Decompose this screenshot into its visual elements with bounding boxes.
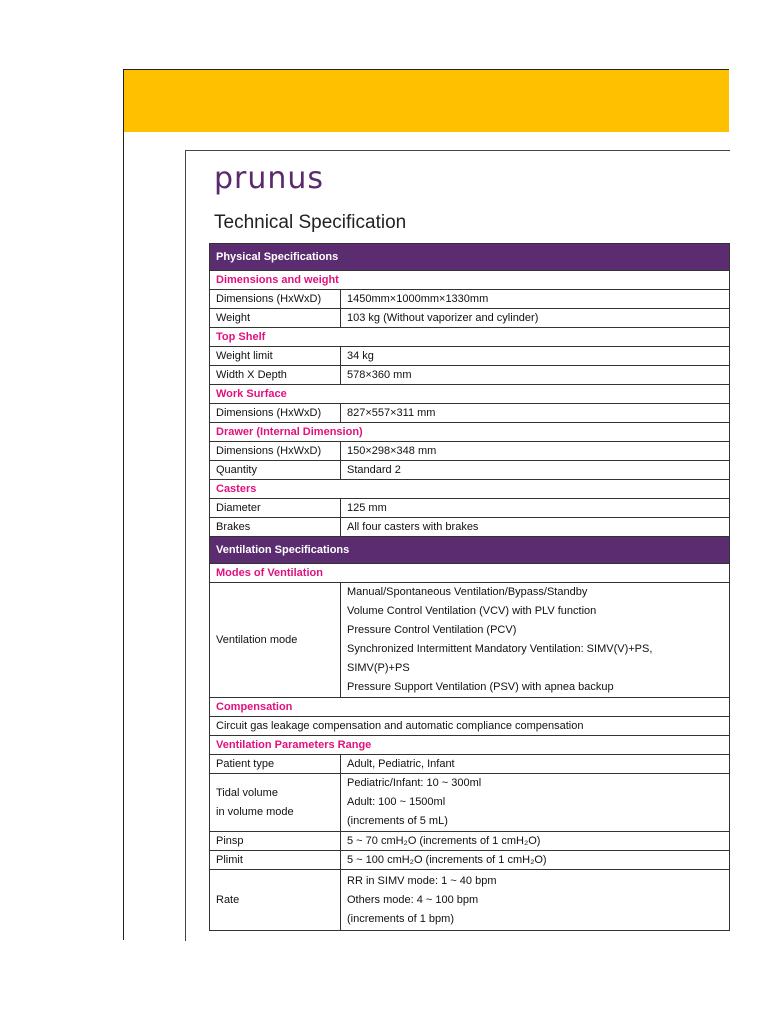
mode-line: Synchronized Intermittent Mandatory Ventilation: SIMV(V)+PS,	[347, 643, 653, 655]
spec-value: 103 kg (Without vaporizer and cylinder)	[341, 309, 730, 328]
spec-value: 1450mm×1000mm×1330mm	[341, 290, 730, 309]
section-header: Ventilation Specifications	[210, 537, 730, 564]
spec-label: Rate	[210, 870, 341, 931]
table-row	[210, 309, 730, 328]
spec-label: Quantity	[210, 461, 341, 480]
spec-value: 827×557×311 mm	[341, 404, 730, 423]
spec-label: Dimensions (HxWxD)	[210, 404, 341, 423]
spec-table	[209, 243, 730, 931]
spec-value: RR in SIMV mode: 1 ~ 40 bpm Others mode: 4 ~ 100 bpm (increments of 1 bpm)	[341, 870, 730, 931]
table-row	[210, 347, 730, 366]
subsection-header: Work Surface	[210, 385, 730, 404]
table-row	[210, 717, 730, 736]
spec-label: Dimensions (HxWxD)	[210, 290, 341, 309]
spec-value	[341, 583, 730, 698]
table-row	[210, 870, 730, 931]
subsection-header: Drawer (Internal Dimension)	[210, 423, 730, 442]
mode-line: Pressure Control Ventilation (PCV)	[347, 624, 517, 636]
spec-label: Pinsp	[210, 832, 341, 851]
table-row	[210, 290, 730, 309]
table-row	[210, 366, 730, 385]
subsection-header: Modes of Ventilation	[210, 564, 730, 583]
spec-label: Weight	[210, 309, 341, 328]
subsection-header: Top Shelf	[210, 328, 730, 347]
spec-label: Ventilation mode	[210, 583, 341, 698]
table-row	[210, 774, 730, 832]
mode-line: Manual/Spontaneous Ventilation/Bypass/Standby	[347, 586, 588, 598]
spec-value: 125 mm	[341, 499, 730, 518]
spec-value: All four casters with brakes	[341, 518, 730, 537]
spec-value: 578×360 mm	[341, 366, 730, 385]
spec-label: Weight limit	[210, 347, 341, 366]
spec-value: Adult, Pediatric, Infant	[341, 755, 730, 774]
table-row	[210, 499, 730, 518]
spec-label: Tidal volume in volume mode	[210, 774, 341, 832]
spec-label: Width X Depth	[210, 366, 341, 385]
subsection-header: Casters	[210, 480, 730, 499]
table-row	[210, 404, 730, 423]
spec-label: Diameter	[210, 499, 341, 518]
spec-value: Standard 2	[341, 461, 730, 480]
subsection-header: Dimensions and weight	[210, 271, 730, 290]
spec-value: 5 ~ 70 cmH₂O (increments of 1 cmH₂O)	[341, 832, 730, 851]
table-row	[210, 583, 730, 698]
mode-line: SIMV(P)+PS	[347, 662, 410, 674]
header-banner	[124, 70, 729, 132]
subsection-header: Compensation	[210, 698, 730, 717]
table-row	[210, 461, 730, 480]
table-row	[210, 851, 730, 870]
spec-value: Pediatric/Infant: 10 ~ 300ml Adult: 100 ~ 1500ml (increments of 5 mL)	[341, 774, 730, 832]
slide-frame	[123, 69, 729, 940]
spec-document	[185, 150, 730, 941]
spec-label: Dimensions (HxWxD)	[210, 442, 341, 461]
spec-value: Circuit gas leakage compensation and automatic compliance compensation	[210, 717, 730, 736]
spec-label: Patient type	[210, 755, 341, 774]
document-title: Technical Specification	[214, 212, 407, 233]
prunus-logo: prunus	[214, 161, 325, 196]
spec-label: Brakes	[210, 518, 341, 537]
mode-line: Pressure Support Ventilation (PSV) with apnea backup	[347, 681, 614, 693]
spec-label: Plimit	[210, 851, 341, 870]
spec-value: 150×298×348 mm	[341, 442, 730, 461]
table-row	[210, 518, 730, 537]
table-row	[210, 442, 730, 461]
subsection-header: Ventilation Parameters Range	[210, 736, 730, 755]
table-row	[210, 832, 730, 851]
spec-value: 34 kg	[341, 347, 730, 366]
spec-value: 5 ~ 100 cmH₂O (increments of 1 cmH₂O)	[341, 851, 730, 870]
table-row	[210, 755, 730, 774]
section-header: Physical Specifications	[210, 244, 730, 271]
mode-line: Volume Control Ventilation (VCV) with PLV function	[347, 605, 597, 617]
